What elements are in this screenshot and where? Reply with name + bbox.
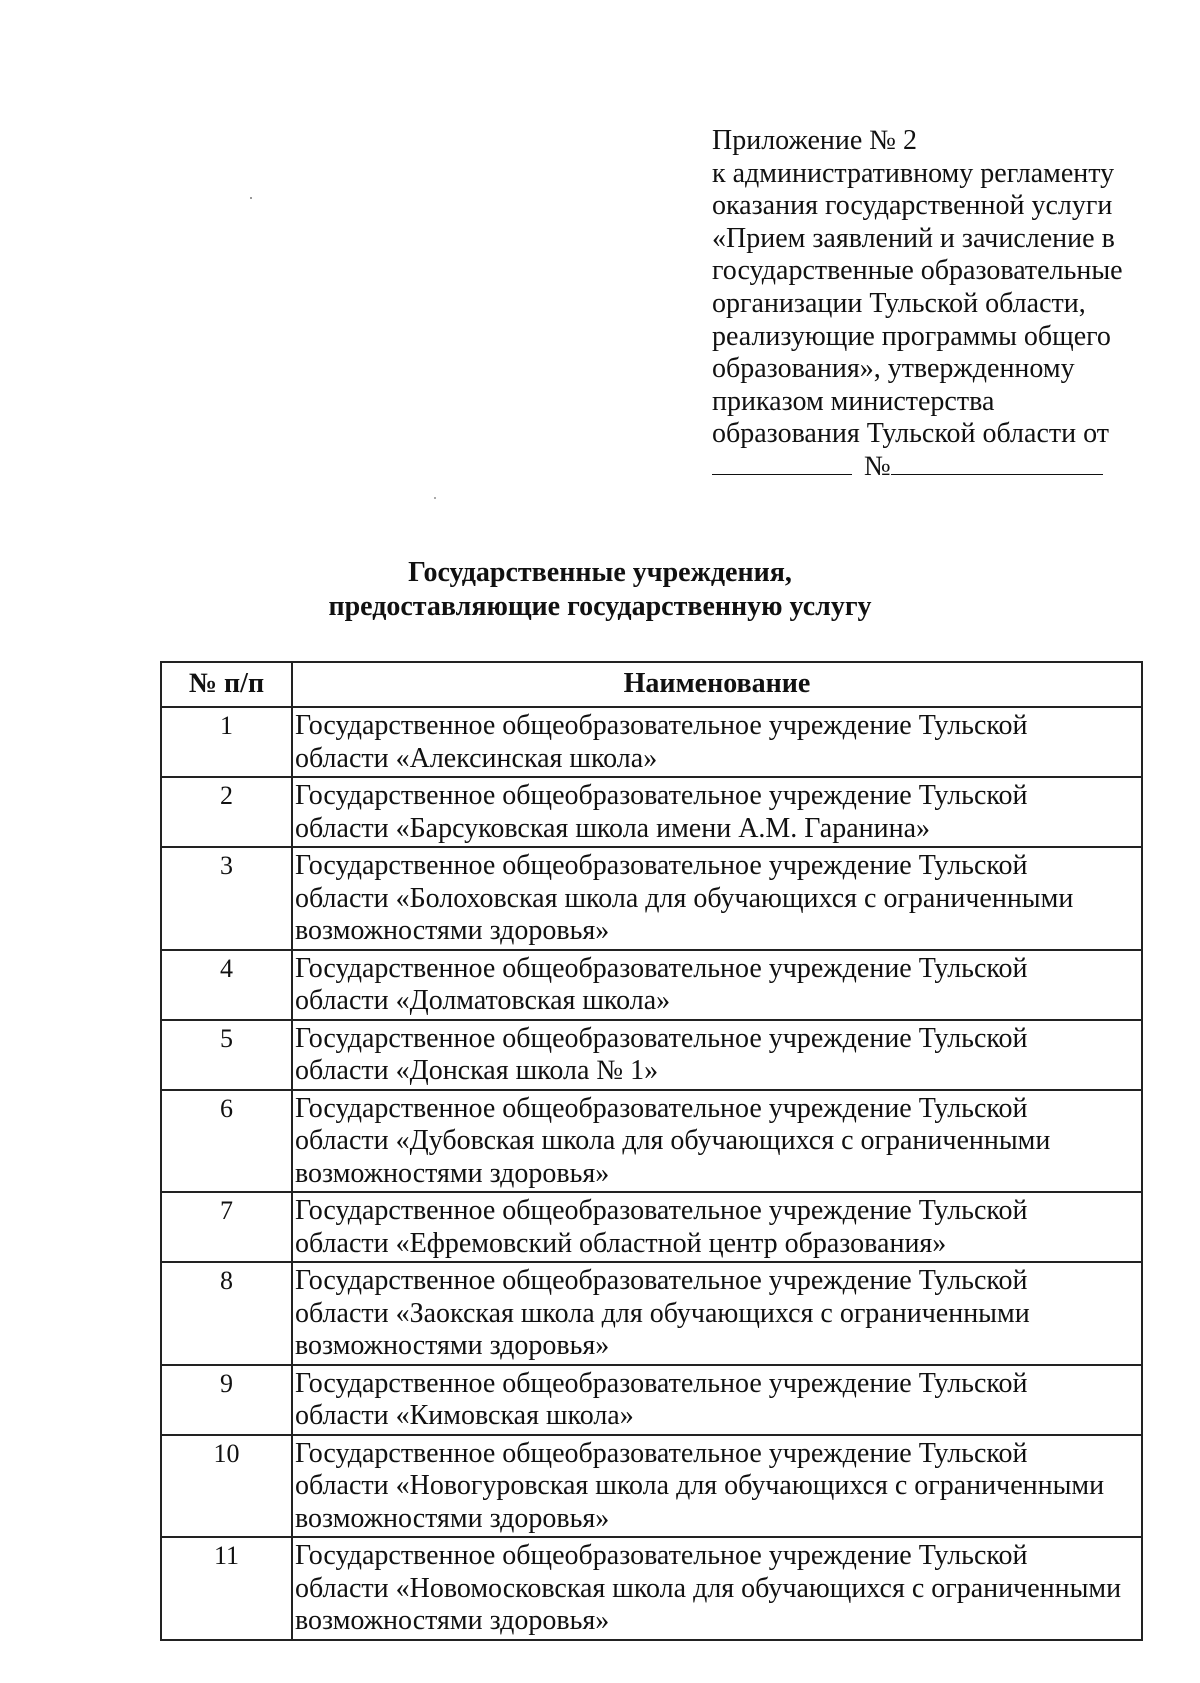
annex-header	[712, 125, 1172, 484]
table-header-row	[161, 662, 1142, 707]
table-row	[161, 707, 1142, 777]
row-number: 11	[161, 1537, 292, 1640]
institution-name	[292, 1435, 1142, 1538]
institution-name-line: области «Алексинская школа»	[295, 742, 658, 774]
annex-line: «Прием заявлений и зачисление в	[712, 222, 1115, 254]
table-row	[161, 777, 1142, 847]
number-blank	[891, 452, 1103, 475]
row-number: 4	[161, 950, 292, 1020]
table-row	[161, 1537, 1142, 1640]
institution-name	[292, 847, 1142, 950]
institution-name-line: области «Барсуковская школа имени А.М. Гаранина»	[295, 812, 931, 844]
header-name: Наименование	[292, 662, 1142, 707]
institution-name	[292, 777, 1142, 847]
institution-name	[292, 1365, 1142, 1435]
table-body	[161, 707, 1142, 1640]
institution-name-line: Государственное общеобразовательное учреждение Тульской	[295, 952, 1028, 984]
institution-name	[292, 1090, 1142, 1193]
institution-name-line: области «Дубовская школа для обучающихся с ограниченными	[295, 1125, 1051, 1156]
scan-speck	[250, 197, 252, 199]
institution-name-line: Государственное общеобразовательное учреждение Тульской	[295, 1367, 1028, 1399]
institution-name-line: Государственное общеобразовательное учреждение Тульской	[295, 1092, 1028, 1124]
table-row	[161, 1192, 1142, 1262]
header-number: № п/п	[161, 662, 292, 707]
institution-name-line: Государственное общеобразовательное учреждение Тульской	[295, 1195, 1028, 1226]
institution-name-line: области «Кимовская школа»	[295, 1400, 634, 1431]
annex-line: образования Тульской области от	[712, 418, 1109, 450]
row-number: 5	[161, 1020, 292, 1090]
institution-name-line: области «Заокская школа для обучающихся с ограниченными	[295, 1297, 1030, 1329]
table-row	[161, 847, 1142, 950]
order-date-number-line	[712, 451, 1172, 484]
institution-name-line: возможностями здоровья»	[295, 1605, 610, 1636]
number-sign: №	[864, 450, 891, 482]
institution-name-line: области «Ефремовский областной центр образования»	[295, 1227, 947, 1259]
row-number: 9	[161, 1365, 292, 1435]
row-number: 2	[161, 777, 292, 847]
table-row	[161, 1365, 1142, 1435]
row-number: 10	[161, 1435, 292, 1538]
annex-line: Приложение № 2	[712, 125, 917, 156]
title-line-2: предоставляющие государственную услугу	[328, 591, 872, 622]
institution-name-line: области «Новомосковская школа для обучающихся с ограниченными	[295, 1572, 1122, 1604]
annex-line: оказания государственной услуги	[712, 190, 1113, 222]
institutions-table	[160, 661, 1143, 1641]
institution-name-line: области «Донская школа № 1»	[295, 1055, 659, 1086]
row-number: 7	[161, 1192, 292, 1262]
institution-name	[292, 1262, 1142, 1365]
annex-line: образования», утвержденному	[712, 353, 1075, 385]
document-title	[0, 556, 1200, 624]
table-row	[161, 1435, 1142, 1538]
title-line-1: Государственные учреждения,	[408, 557, 792, 588]
row-number: 6	[161, 1090, 292, 1193]
institution-name-line: области «Болоховская школа для обучающихся с ограниченными	[295, 882, 1074, 914]
institution-name	[292, 1192, 1142, 1262]
institution-name-line: Государственное общеобразовательное учреждение Тульской	[295, 1437, 1028, 1469]
table-row	[161, 1020, 1142, 1090]
institution-name-line: Государственное общеобразовательное учреждение Тульской	[295, 1265, 1028, 1296]
institution-name	[292, 1020, 1142, 1090]
table-row	[161, 950, 1142, 1020]
annex-line: приказом министерства	[712, 385, 995, 417]
institution-name-line: Государственное общеобразовательное учреждение Тульской	[295, 1540, 1028, 1571]
scan-speck	[434, 497, 436, 499]
institution-name	[292, 950, 1142, 1020]
institution-name-line: Государственное общеобразовательное учреждение Тульской	[295, 850, 1028, 881]
date-blank	[712, 452, 852, 475]
institution-name-line: возможностями здоровья»	[295, 915, 610, 946]
annex-line: государственные образовательные	[712, 255, 1123, 287]
annex-line: реализующие программы общего	[712, 320, 1111, 352]
institution-name-line: Государственное общеобразовательное учреждение Тульской	[295, 1022, 1028, 1054]
annex-line: к административному регламенту	[712, 157, 1115, 189]
row-number: 3	[161, 847, 292, 950]
annex-line: организации Тульской области,	[712, 287, 1086, 319]
institution-name-line: области «Новогуровская школа для обучающихся с ограниченными	[295, 1470, 1105, 1501]
table-row	[161, 1090, 1142, 1193]
institution-name-line: Государственное общеобразовательное учреждение Тульской	[295, 780, 1028, 811]
institution-name-line: Государственное общеобразовательное учреждение Тульской	[295, 710, 1028, 741]
row-number: 8	[161, 1262, 292, 1365]
row-number: 1	[161, 707, 292, 777]
institution-name-line: возможностями здоровья»	[295, 1330, 610, 1361]
institution-name	[292, 1537, 1142, 1640]
institution-name-line: области «Долматовская школа»	[295, 985, 671, 1016]
institution-name-line: возможностями здоровья»	[295, 1502, 610, 1534]
institution-name-line: возможностями здоровья»	[295, 1157, 610, 1189]
table-row	[161, 1262, 1142, 1365]
institution-name	[292, 707, 1142, 777]
